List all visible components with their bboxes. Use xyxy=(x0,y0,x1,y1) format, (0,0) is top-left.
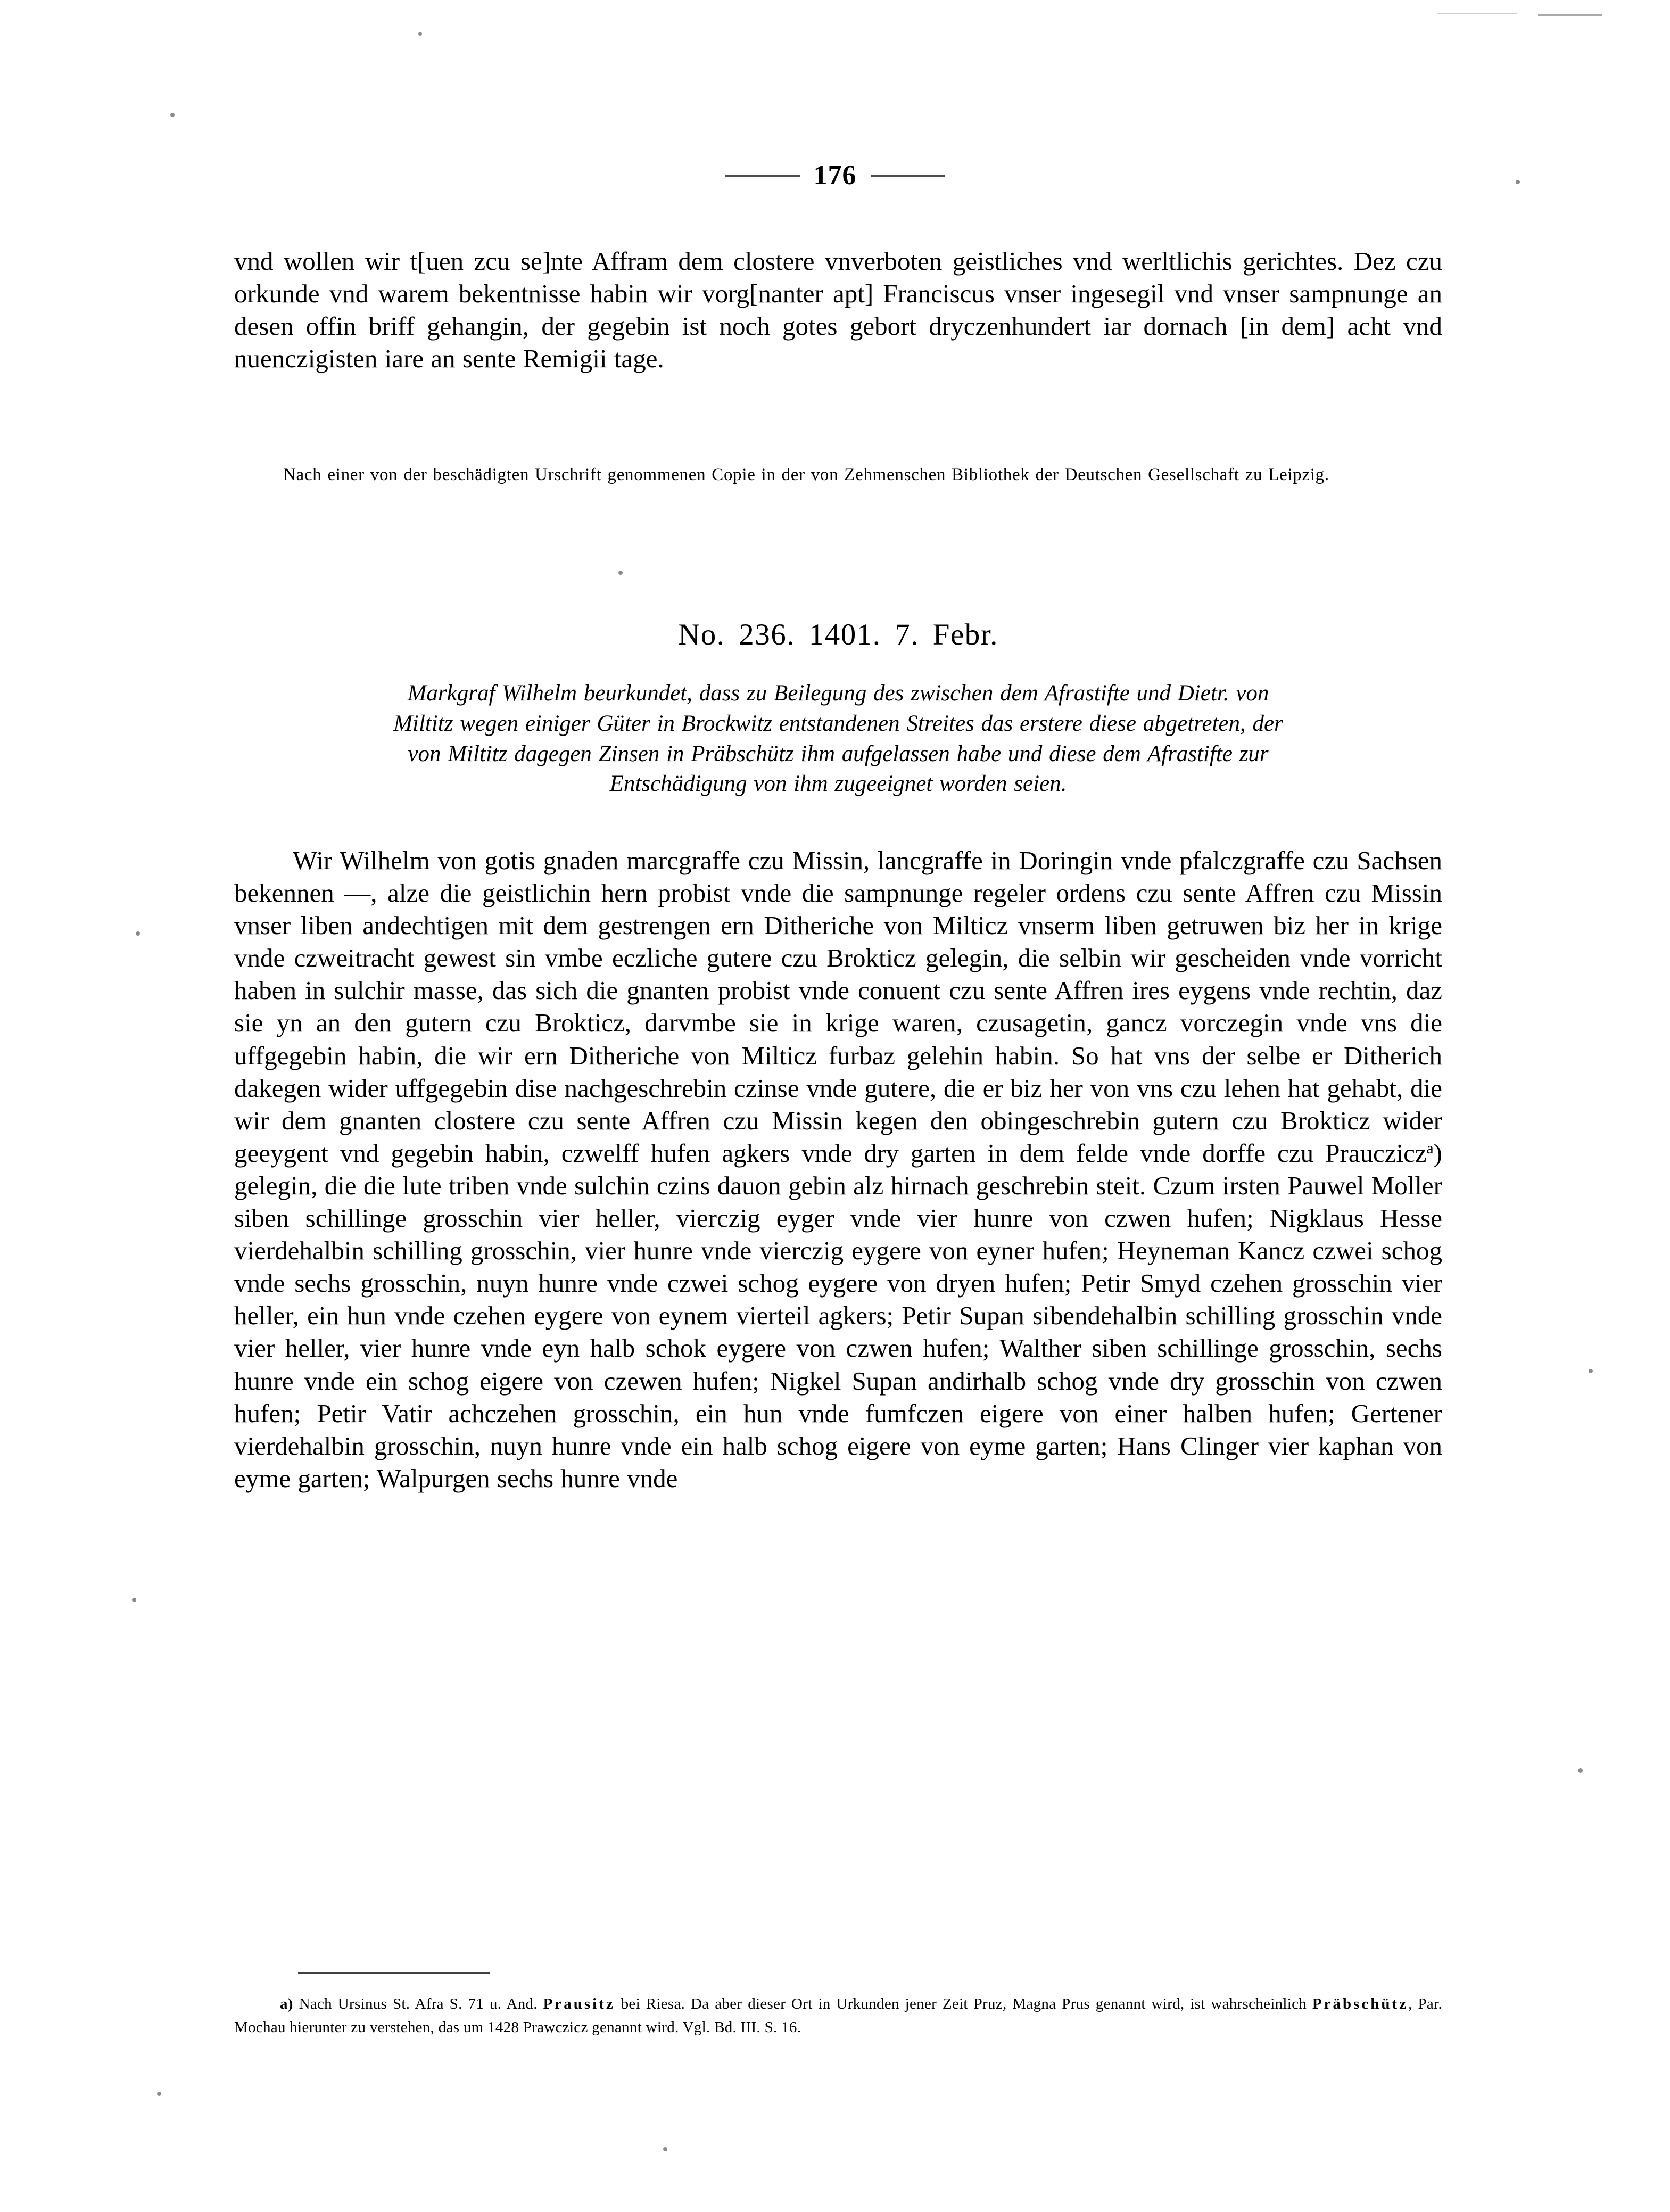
scan-speck xyxy=(132,1598,136,1602)
regest-line: Miltitz wegen einiger Güter in Brockwitz entstandenen Streites das erstere diese abgetreten, der xyxy=(393,711,1283,736)
source-note-text: Nach einer von der beschädigten Urschrift genommenen Copie in der von Zehmenschen Bibliothek der Deutschen Gesellschaft zu Leipzig. xyxy=(283,465,1329,484)
footnote-separator-rule xyxy=(298,1972,490,1974)
footnote-marker: a) xyxy=(280,1995,293,2012)
scan-speck xyxy=(418,32,422,36)
footnote-part-2: bei Riesa. Da aber dieser Ort in Urkunden jener Zeit Pruz, Magna Prus genannt wird, ist wahrscheinlich xyxy=(621,1995,1307,2012)
scan-speck xyxy=(170,113,175,117)
scan-speck xyxy=(1589,1369,1593,1373)
running-head-rule-right xyxy=(871,175,945,177)
scan-speck xyxy=(618,571,623,575)
scan-speck xyxy=(663,2147,667,2151)
charter-text-before-note: Wir Wilhelm von gotis gnaden marcgraffe czu Missin, lancgraffe in Doringin vnde pfalczgraffe czu Sachsen bekennen —, alze die geistlichin hern probist vnde die sampnunge regeler ordens czu sente Affren czu Missin vnser liben andechtigen mit dem gestrengen ern Ditheriche von Milticz vnserm liben getruwen biz her in krige vnde czweitracht gewest sin vmbe eczliche gutere czu Brokticz gelegin, die selbin wir gescheiden vnde vorricht haben in sulchir masse, das sich die gnanten probist vnde conuent czu sente Affren ires eygens vnde rechtin, daz sie yn an den gutern czu Brokticz, darvmbe sie in krige waren, czusagetin, gancz vorczegin vnde vns die uffgegebin habin, die wir ern Ditheriche von Milticz furbaz gelehin habin. So hat vns der selbe er Ditherich dakegen wider uffgegebin dise nachgeschrebin czinse vnde gutere, die er biz her von vns czu lehen hat gehabt, die wir dem gnanten clostere czu sente Affren czu Missin kegen den obingeschrebin gutern czu Brokticz wider geeygent vnd gegebin habin, czwelff hufen agkers vnde dry garten in dem felde vnde dorffe czu Prauczicz xyxy=(234,846,1442,1168)
footnote xyxy=(234,1993,1442,2039)
document-number-heading xyxy=(234,617,1442,652)
continued-charter-text xyxy=(234,245,1442,375)
document-number-text: No. 236. 1401. 7. Febr. xyxy=(678,618,998,651)
scan-edge-mark xyxy=(1538,14,1602,16)
footnote-part-1: Nach Ursinus St. Afra S. 71 u. And. xyxy=(299,1995,538,2012)
footnote-placename-praebschuetz: Präbschütz xyxy=(1312,1995,1409,2012)
regest-summary xyxy=(234,679,1442,799)
scan-edge-mark xyxy=(1437,13,1517,14)
page-number: 176 xyxy=(813,160,857,191)
regest-line: Markgraf Wilhelm beurkundet, dass zu Beilegung des zwischen dem Afrastifte und Dietr. von xyxy=(407,681,1269,706)
running-head-rule-left xyxy=(725,175,800,177)
charter-body xyxy=(234,844,1442,1495)
scan-speck xyxy=(1578,1768,1583,1773)
footnote-placename-prausitz: Prausitz xyxy=(543,1995,615,2012)
footnote-part-3: , Par. Mochau hierunter zu verstehen, das um 1428 Prawczicz genannt wird. Vgl. Bd. III. S. 16. xyxy=(234,1995,1442,2036)
continued-charter-body: vnd wollen wir t[uen zcu se]nte Affram dem clostere vnverboten geistliches vnd werltlichis gerichtes. Dez czu orkunde vnd warem bekentnisse habin wir vorg[nanter apt] Franciscus vnser ingesegil vnd vnser sampnunge an desen offin briff gehangin, der gegebin ist noch gotes gebort dryczenhundert iar dornach [in dem] acht vnd nuenczigisten iare an sente Remigii tage. xyxy=(234,246,1442,373)
source-note xyxy=(234,463,1442,488)
footnote-reference-marker[interactable]: a xyxy=(1426,1140,1434,1157)
scan-speck xyxy=(157,2092,161,2096)
running-head xyxy=(0,160,1670,191)
charter-text-after-note: ) gelegin, die die lute triben vnde sulchin czins dauon gebin alz hirnach geschrebin steit. Czum irsten Pauwel Moller siben schillinge grosschin vier heller, vierczig eyger vnde vier hunre von czwen hufen; Nigklaus Hesse vierdehalbin schilling grosschin, vier hunre vnde vierczig eygere von eyner hufen; Heyneman Kancz czwei schog vnde sechs grosschin, nuyn hunre vnde czwei schog eygere von dryen hufen; Petir Smyd czehen grosschin vier heller, ein hun vnde czehen eygere von eynem vierteil agkers; Petir Supan sibendehalbin schilling grosschin vnde vier heller, vier hunre vnde eyn halb schok eygere von czwen hufen; Walther siben schillinge grosschin, sechs hunre vnde ein schog eigere von czewen hufen; Nigkel Supan andirhalb schog vnde dry grosschin von czwen hufen; Petir Vatir achczehen grosschin, ein hun vnde fumfczen eigere von einer halben hufen; Gertener vierdehalbin grosschin, nuyn hunre vnde ein halb schog eigere von eyme garten; Hans Clinger vier kaphan von eyme garten; Walpurgen sechs hunre vnde xyxy=(234,1138,1442,1493)
regest-line: von Miltitz dagegen Zinsen in Präbschütz ihm aufgelassen habe und diese dem Afrastifte zur xyxy=(408,741,1269,766)
scan-speck xyxy=(136,931,140,936)
regest-line: Entschädigung von ihm zugeeignet worden seien. xyxy=(609,771,1067,797)
